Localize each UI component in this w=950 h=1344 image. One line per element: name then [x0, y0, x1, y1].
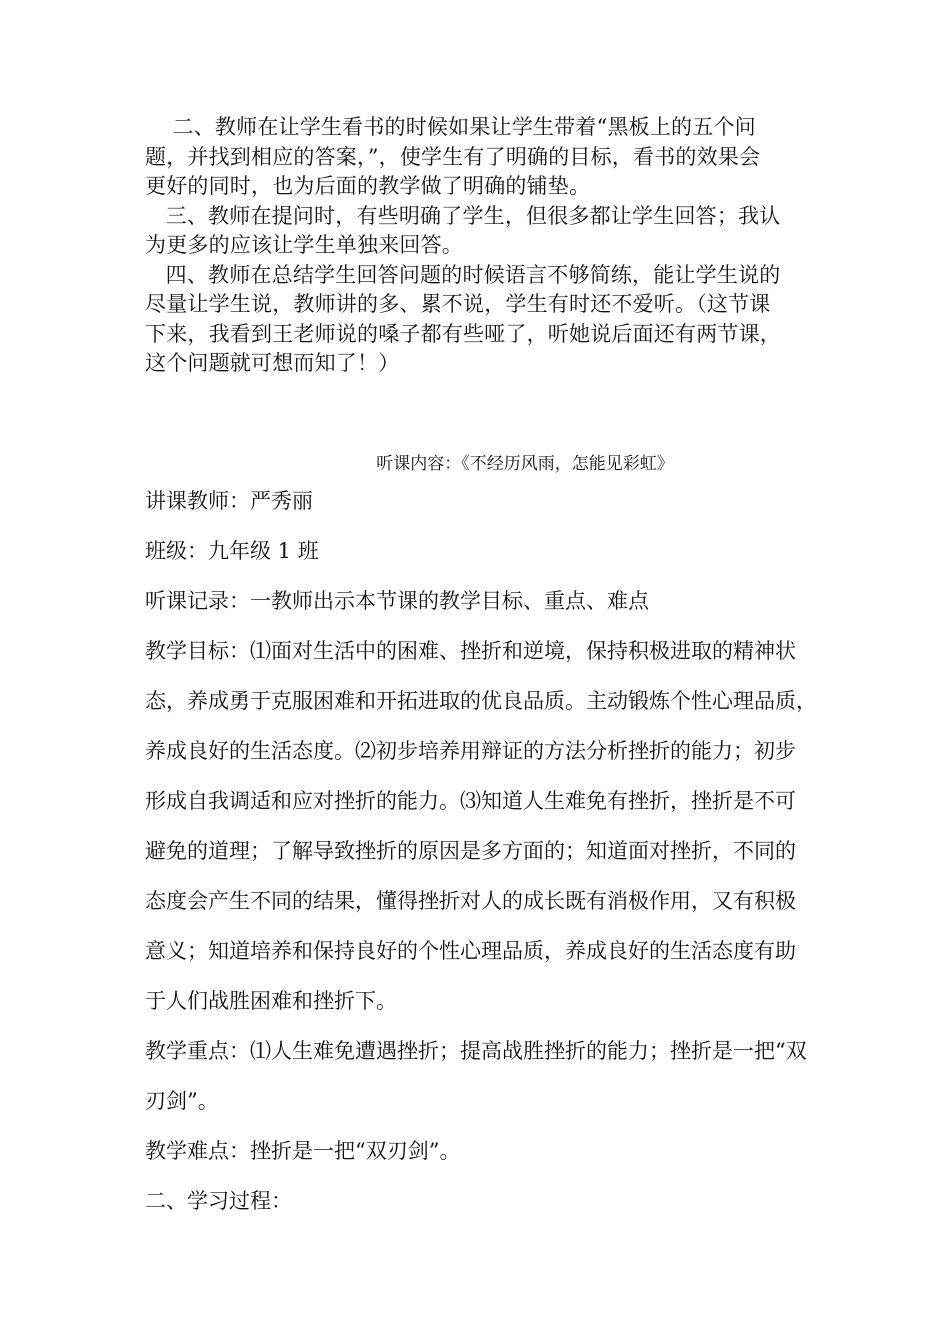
evaluation-notes — [145, 113, 815, 379]
objectives-line: 态，养成勇于克服困难和开拓进取的优良品质。主动锻炼个性心理品质， — [145, 689, 817, 713]
difficulty-line: 教学难点：挫折是一把“双刃剑”。 — [145, 1139, 461, 1163]
paragraph-point-four: 四、教师在总结学生回答问题的时候语言不够简练，能让学生说的 尽量让学生说，教师讲的多、累不说，学生有时还不爱听。（这节课 下来，我看到王老师说的嗓子都有些哑了，听她说后面还有两节课， 这个问题就可想而知了！） — [145, 262, 781, 375]
class-line: 班级：九年级 1 班 — [145, 539, 319, 563]
paragraph-point-two: 二、教师在让学生看书的时候如果让学生带着“黑板上的五个问 题，并找到相应的答案，”，使学生有了明确的目标，看书的效果会 更好的同时，也为后面的教学做了明确的铺垫。 — [145, 115, 761, 198]
teacher-line: 讲课教师：严秀丽 — [145, 489, 313, 513]
record-line: 听课记录：一教师出示本节课的教学目标、重点、难点 — [145, 589, 649, 613]
process-heading: 二、学习过程： — [145, 1189, 292, 1213]
objectives-line: 养成良好的生活态度。⑵初步培养用辩证的方法分析挫折的能力；初步 — [145, 739, 796, 763]
key-points-line: 教学重点：⑴人生难免遭遇挫折；提高战胜挫折的能力；挫折是一把“双 — [145, 1039, 807, 1063]
objectives-line: 意义；知道培养和保持良好的个性心理品质，养成良好的生活态度有助 — [145, 939, 796, 963]
paragraph-point-three: 三、教师在提问时，有些明确了学生，但很多都让学生回答；我认 为更多的应该让学生单独来回答。 — [145, 203, 781, 257]
objectives-line: 形成自我调适和应对挫折的能力。⑶知道人生难免有挫折，挫折是不可 — [145, 789, 796, 813]
objectives-line: 避免的道理；了解导致挫折的原因是多方面的；知道面对挫折，不同的 — [145, 839, 796, 863]
objectives-line: 态度会产生不同的结果，懂得挫折对人的成长既有消极作用，又有积极 — [145, 889, 796, 913]
lesson-record — [145, 486, 815, 1236]
lesson-title: 听课内容：《不经历风雨，怎能见彩虹》 — [376, 454, 674, 474]
objectives-line: 教学目标：⑴面对生活中的困难、挫折和逆境，保持积极进取的精神状 — [145, 639, 796, 663]
key-points-line: 刃剑”。 — [145, 1089, 219, 1113]
objectives-line: 于人们战胜困难和挫折下。 — [145, 989, 397, 1013]
